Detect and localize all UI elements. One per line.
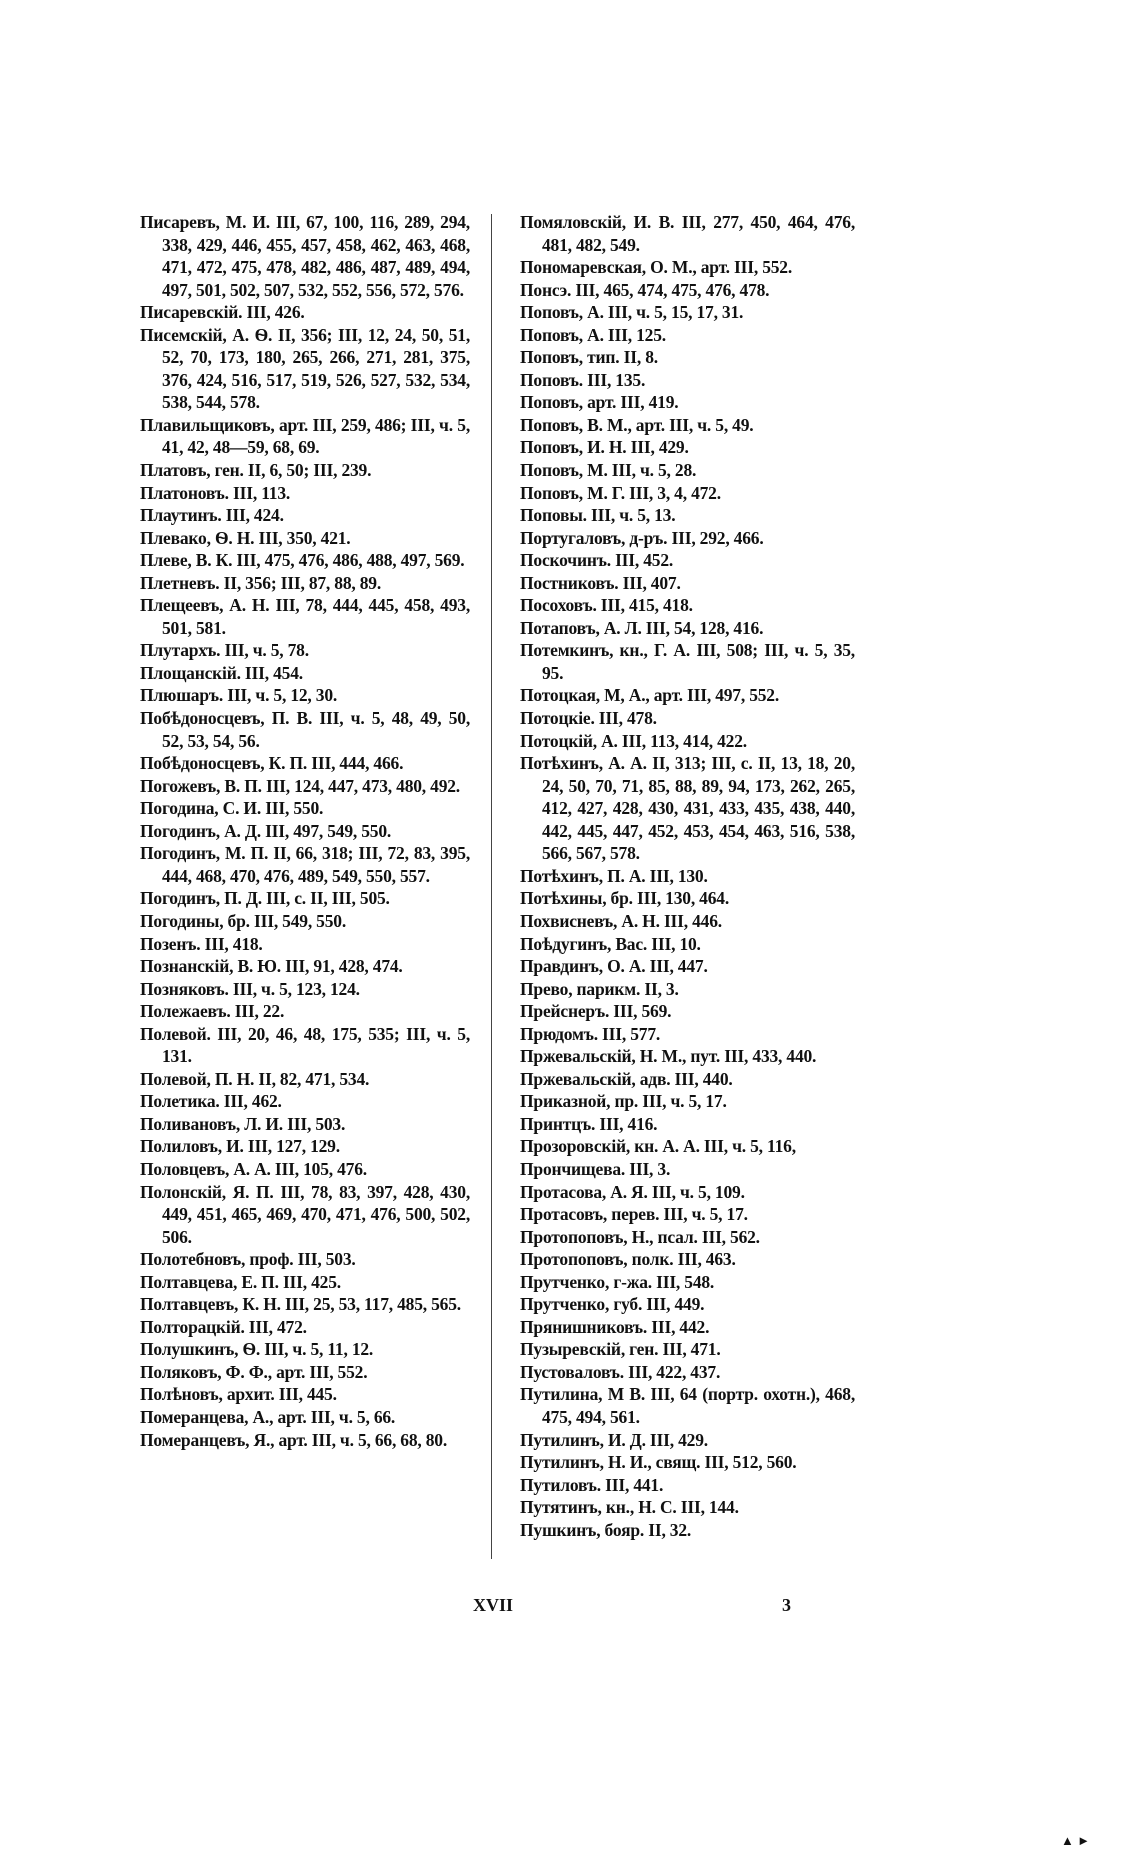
index-entry: Погожевъ, В. П. III, 124, 447, 473, 480, 492. xyxy=(140,775,460,796)
index-entry: Пустоваловъ. III, 422, 437. xyxy=(520,1361,721,1382)
index-column-left xyxy=(140,211,470,1451)
index-entry: Поповъ, А. III, ч. 5, 15, 17, 31. xyxy=(520,302,744,323)
index-entry: Протасова, А. Я. III, ч. 5, 109. xyxy=(520,1181,745,1202)
index-entry: Поскочинъ. III, 452. xyxy=(520,550,674,571)
index-entry: Поповъ, тип. II, 8. xyxy=(520,347,658,368)
index-entry: Прутченко, г-жа. III, 548. xyxy=(520,1271,715,1292)
index-entry: Погодинъ, П. Д. III, с. II, III, 505. xyxy=(140,888,390,909)
index-entry: Понсэ. III, 465, 474, 475, 476, 478. xyxy=(520,279,770,300)
index-entry: Писемскій, А. Ѳ. II, 356; III, 12, 24, 50, 51, 52, 70, 173, 180, 265, 266, 271, 281, 375, 376, 424, 516, 517, 519, 526, 527, 532, 534, 538, 544, 578. xyxy=(140,324,470,413)
index-entry: Полтавцева, Е. П. III, 425. xyxy=(140,1271,341,1292)
index-entry: Побѣдоносцевъ, К. П. III, 444, 466. xyxy=(140,753,404,774)
index-entry: Пржевальскій, адв. III, 440. xyxy=(520,1068,733,1089)
index-entry: Прончищева. III, 3. xyxy=(520,1158,671,1179)
index-entry: Правдинъ, О. А. III, 447. xyxy=(520,956,708,977)
index-entry: Поповъ, А. III, 125. xyxy=(520,324,666,345)
index-entry: Полотебновъ, проф. III, 503. xyxy=(140,1249,356,1270)
index-entry: Пржевальскій, Н. М., пут. III, 433, 440. xyxy=(520,1046,817,1067)
index-entry: Померанцевъ, Я., арт. III, ч. 5, 66, 68, 80. xyxy=(140,1429,448,1450)
index-entry: Потѣхины, бр. III, 130, 464. xyxy=(520,888,729,909)
index-entry: Прево, парикм. II, 3. xyxy=(520,978,679,999)
index-entry: Плавильщиковъ, арт. III, 259, 486; III, ч. 5, 41, 42, 48—59, 68, 69. xyxy=(140,414,470,458)
index-entry: Плюшаръ. III, ч. 5, 12, 30. xyxy=(140,685,338,706)
index-entry: Путятинъ, кн., Н. С. III, 144. xyxy=(520,1497,739,1518)
index-entry: Полевой, П. Н. II, 82, 471, 534. xyxy=(140,1068,370,1089)
index-entry: Позенъ. III, 418. xyxy=(140,933,263,954)
index-entry: Поповъ. III, 135. xyxy=(520,369,646,390)
index-entry: Поѣдугинъ, Вас. III, 10. xyxy=(520,933,701,954)
index-entry: Потѣхинъ, А. А. II, 313; III, с. II, 13, 18, 20, 24, 50, 70, 71, 85, 88, 89, 94, 173, 262, 265, 412, 427, 428, 430, 431, 433, 435, 438, 440, 442, 445, 447, 452, 453, 454, 463, 516, 538, 566, 567, 578. xyxy=(520,753,855,864)
index-entry: Пузыревскій, ген. III, 471. xyxy=(520,1339,721,1360)
index-entry: Полетика. III, 462. xyxy=(140,1091,282,1112)
index-entry: Потемкинъ, кн., Г. А. III, 508; III, ч. 5, 35, 95. xyxy=(520,640,855,683)
index-entry: Протопоповъ, полк. III, 463. xyxy=(520,1249,736,1270)
index-entry: Поповъ, В. М., арт. III, ч. 5, 49. xyxy=(520,414,754,435)
index-entry: Принтцъ. III, 416. xyxy=(520,1113,658,1134)
index-entry: Прозоровскій, кн. А. А. III, ч. 5, 116, xyxy=(520,1136,796,1157)
index-entry: Путилина, М В. III, 64 (портр. охотн.), 468, 475, 494, 561. xyxy=(520,1384,855,1427)
index-entry: Познанскій, В. Ю. III, 91, 428, 474. xyxy=(140,956,403,977)
index-entry: Поповы. III, ч. 5, 13. xyxy=(520,505,676,526)
index-entry: Плещеевъ, А. Н. III, 78, 444, 445, 458, 493, 501, 581. xyxy=(140,595,470,638)
index-entry: Погодины, бр. III, 549, 550. xyxy=(140,910,346,931)
column-divider xyxy=(491,214,492,1559)
index-entry: Полежаевъ. III, 22. xyxy=(140,1001,285,1022)
index-entry: Помяловскій, И. В. III, 277, 450, 464, 476, 481, 482, 549. xyxy=(520,212,855,255)
index-entry: Посоховъ. III, 415, 418. xyxy=(520,595,693,616)
index-entry: Плеве, В. К. III, 475, 476, 486, 488, 497, 569. xyxy=(140,550,465,571)
index-entry: Полонскій, Я. П. III, 78, 83, 397, 428, 430, 449, 451, 465, 469, 470, 471, 476, 500, 502, 506. xyxy=(140,1181,470,1247)
index-entry: Поляковъ, Ф. Ф., арт. III, 552. xyxy=(140,1361,368,1382)
index-entry: Португаловъ, д-ръ. III, 292, 466. xyxy=(520,527,764,548)
index-entry: Прюдомъ. III, 577. xyxy=(520,1023,661,1044)
index-entry: Пушкинъ, бояр. II, 32. xyxy=(520,1519,692,1540)
index-entry: Полиловъ, И. III, 127, 129. xyxy=(140,1136,340,1157)
index-entry: Плевако, Ѳ. Н. III, 350, 421. xyxy=(140,527,351,548)
index-entry: Поливановъ, Л. И. III, 503. xyxy=(140,1113,346,1134)
index-entry: Потоцкая, М, А., арт. III, 497, 552. xyxy=(520,685,780,706)
index-entry: Погодина, С. И. III, 550. xyxy=(140,798,324,819)
index-entry: Протасовъ, перев. III, ч. 5, 17. xyxy=(520,1204,748,1225)
index-entry: Площанскій. III, 454. xyxy=(140,662,303,683)
corner-scan-marks: ▲ ► xyxy=(1061,1833,1090,1848)
index-entry: Пономаревская, О. М., арт. III, 552. xyxy=(520,257,793,278)
index-entry: Путиловъ. III, 441. xyxy=(520,1474,664,1495)
index-entry: Полевой. III, 20, 46, 48, 175, 535; III, ч. 5, 131. xyxy=(140,1023,470,1067)
index-entry: Погодинъ, М. П. II, 66, 318; III, 72, 83, 395, 444, 468, 470, 476, 489, 549, 550, 557. xyxy=(140,843,470,886)
index-entry: Полѣновъ, архит. III, 445. xyxy=(140,1384,337,1405)
index-entry: Полтавцевъ, К. Н. III, 25, 53, 117, 485, 565. xyxy=(140,1294,461,1315)
index-entry: Прянишниковъ. III, 442. xyxy=(520,1316,710,1337)
index-entry: Платовъ, ген. II, 6, 50; III, 239. xyxy=(140,460,372,481)
index-entry: Поповъ, М. III, ч. 5, 28. xyxy=(520,460,697,481)
index-entry: Потаповъ, А. Л. III, 54, 128, 416. xyxy=(520,617,764,638)
index-entry: Писаревъ, М. И. III, 67, 100, 116, 289, 294, 338, 429, 446, 455, 457, 458, 462, 463, 468, 471, 472, 475, 478, 482, 486, 487, 489, 494, 497, 501, 502, 507, 532, 552, 556, 572, 576. xyxy=(140,212,470,300)
index-entry: Писаревскій. III, 426. xyxy=(140,302,305,323)
index-entry: Побѣдоносцевъ, П. В. III, ч. 5, 48, 49, 50, 52, 53, 54, 56. xyxy=(140,708,470,751)
index-entry: Протопоповъ, Н., псал. III, 562. xyxy=(520,1226,760,1247)
index-entry: Погодинъ, А. Д. III, 497, 549, 550. xyxy=(140,820,392,841)
index-entry: Похвисневъ, А. Н. III, 446. xyxy=(520,910,722,931)
index-entry: Полторацкій. III, 472. xyxy=(140,1316,307,1337)
index-entry: Прейснеръ. III, 569. xyxy=(520,1001,672,1022)
index-entry: Плетневъ. II, 356; III, 87, 88, 89. xyxy=(140,572,381,593)
index-entry: Постниковъ. III, 407. xyxy=(520,572,681,593)
index-entry: Прутченко, губ. III, 449. xyxy=(520,1294,705,1315)
sheet-number: 3 xyxy=(782,1595,791,1615)
index-entry: Половцевъ, А. А. III, 105, 476. xyxy=(140,1158,367,1179)
index-entry: Приказной, пр. III, ч. 5, 17. xyxy=(520,1091,727,1112)
index-entry: Платоновъ. III, 113. xyxy=(140,482,291,503)
index-entry: Потоцкіе. III, 478. xyxy=(520,708,657,729)
index-entry: Померанцева, А., арт. III, ч. 5, 66. xyxy=(140,1406,396,1427)
index-entry: Полушкинъ, Ѳ. III, ч. 5, 11, 12. xyxy=(140,1339,374,1360)
index-entry: Поповъ, арт. III, 419. xyxy=(520,392,679,413)
index-column-right xyxy=(520,211,855,1541)
index-entry: Плутархъ. III, ч. 5, 78. xyxy=(140,640,309,661)
index-entry: Путилинъ, Н. И., свящ. III, 512, 560. xyxy=(520,1452,797,1473)
index-entry: Поповъ, И. Н. III, 429. xyxy=(520,437,689,458)
index-entry: Поповъ, М. Г. III, 3, 4, 472. xyxy=(520,482,721,503)
index-entry: Потѣхинъ, П. А. III, 130. xyxy=(520,865,708,886)
index-entry: Позняковъ. III, ч. 5, 123, 124. xyxy=(140,978,360,999)
index-entry: Путилинъ, И. Д. III, 429. xyxy=(520,1429,708,1450)
signature-mark: XVII xyxy=(473,1595,514,1615)
index-entry: Плаутинъ. III, 424. xyxy=(140,505,284,526)
index-entry: Потоцкій, А. III, 113, 414, 422. xyxy=(520,730,747,751)
